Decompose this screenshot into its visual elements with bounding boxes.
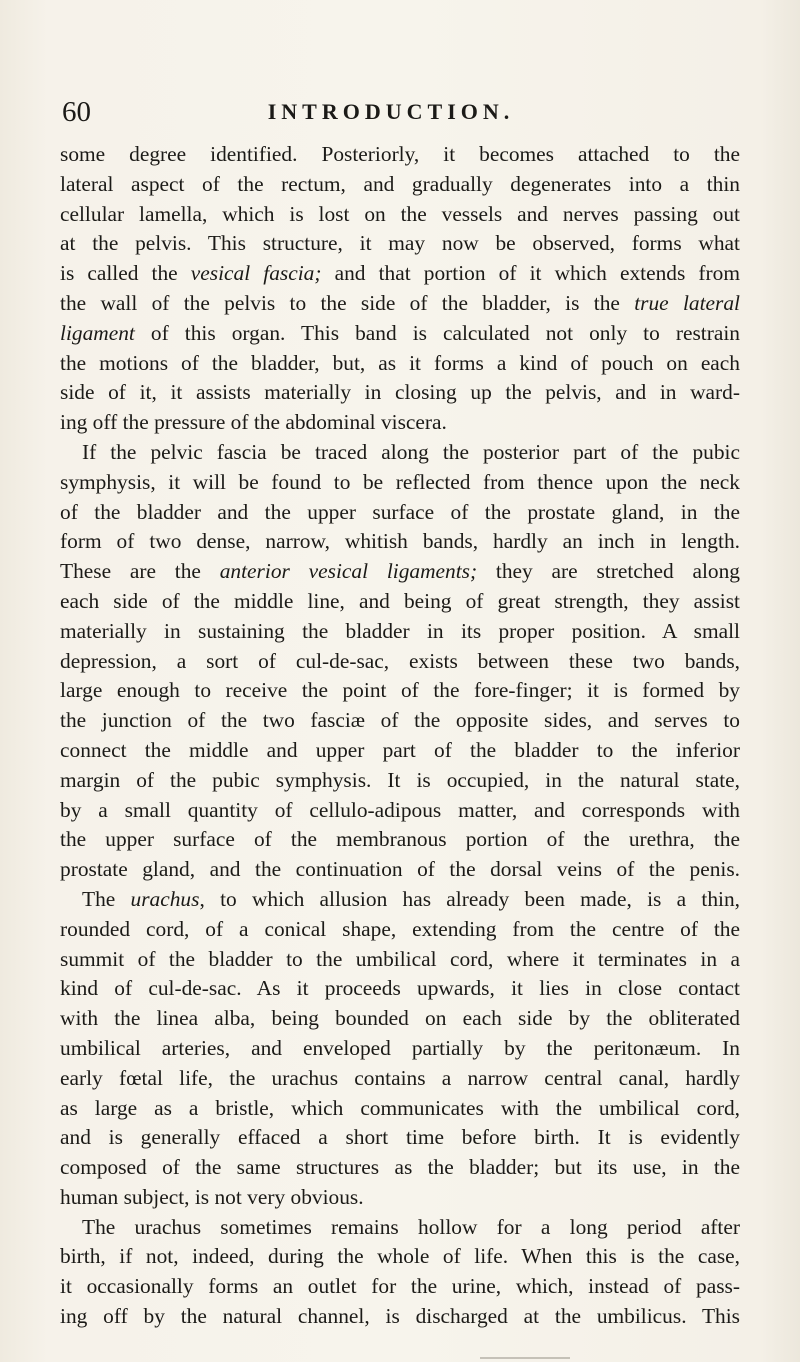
text-line: summit of the bladder to the umbilical cord, where it terminates in a xyxy=(60,946,740,971)
text-line: human subject, is not very obvious. xyxy=(60,1184,364,1209)
text-line: kind of cul-de-sac. As it proceeds upwards, it lies in close contact xyxy=(60,976,740,1001)
text-line: cellular lamella, which is lost on the vessels and nerves passing out xyxy=(60,201,740,226)
text-line: large enough to receive the point of the fore-finger; it is formed by xyxy=(60,678,740,703)
text-line: composed of the same structures as the bladder; but its use, in the xyxy=(60,1155,740,1180)
page-number: 60 xyxy=(62,96,91,128)
text-line: These are the anterior vesical ligaments; they are stretched along xyxy=(60,559,740,584)
text-line: by a small quantity of cellulo-adipous matter, and corresponds with xyxy=(60,797,740,822)
text-line: symphysis, it will be found to be reflected from thence upon the neck xyxy=(60,469,740,494)
page-header xyxy=(62,92,720,132)
text-line: If the pelvic fascia be traced along the posterior part of the pubic xyxy=(82,439,740,464)
body-text xyxy=(60,140,740,1332)
text-line: margin of the pubic symphysis. It is occupied, in the natural state, xyxy=(60,767,740,792)
running-head: INTRODUCTION. xyxy=(267,99,515,124)
text-line: materially in sustaining the bladder in its proper position. A small xyxy=(60,618,740,643)
bottom-edge-mark xyxy=(480,1357,570,1359)
text-line: the motions of the bladder, but, as it forms a kind of pouch on each xyxy=(60,350,740,375)
text-line: connect the middle and upper part of the bladder to the inferior xyxy=(60,737,740,762)
text-line: ligament of this organ. This band is calculated not only to restrain xyxy=(60,320,740,345)
text-line: as large as a bristle, which communicates with the umbilical cord, xyxy=(60,1095,740,1120)
text-line: each side of the middle line, and being of great strength, they assist xyxy=(60,588,740,613)
text-line: of the bladder and the upper surface of the prostate gland, in the xyxy=(60,499,740,524)
text-line: birth, if not, indeed, during the whole of life. When this is the case, xyxy=(60,1244,740,1269)
text-line: early fœtal life, the urachus contains a narrow central canal, hardly xyxy=(60,1065,740,1090)
text-line: some degree identified. Posteriorly, it becomes attached to the xyxy=(60,142,740,166)
text-line: at the pelvis. This structure, it may now be observed, forms what xyxy=(60,231,740,256)
text-line: side of it, it assists materially in closing up the pelvis, and in ward- xyxy=(60,380,740,405)
text-line: umbilical arteries, and enveloped partially by the peritonæum. In xyxy=(60,1035,740,1060)
text-line: ing off the pressure of the abdominal viscera. xyxy=(60,410,447,435)
text-line: form of two dense, narrow, whitish bands, hardly an inch in length. xyxy=(60,529,740,554)
text-line: prostate gland, and the continuation of the dorsal veins of the penis. xyxy=(60,857,740,882)
text-line: The urachus sometimes remains hollow for a long period after xyxy=(82,1214,740,1239)
text-line: rounded cord, of a conical shape, extending from the centre of the xyxy=(60,916,740,941)
text-line: and is generally effaced a short time before birth. It is evidently xyxy=(60,1125,740,1150)
text-line: with the linea alba, being bounded on each side by the obliterated xyxy=(60,1006,740,1031)
text-line: lateral aspect of the rectum, and gradually degenerates into a thin xyxy=(60,171,740,196)
text-line: The urachus, to which allusion has already been made, is a thin, xyxy=(82,886,741,911)
text-line: it occasionally forms an outlet for the urine, which, instead of pass- xyxy=(60,1274,740,1299)
text-line: is called the vesical fascia; and that portion of it which extends from xyxy=(60,261,740,286)
text-line: the wall of the pelvis to the side of the bladder, is the true lateral xyxy=(60,290,740,315)
text-line: the upper surface of the membranous portion of the urethra, the xyxy=(60,827,740,852)
text-line: the junction of the two fasciæ of the opposite sides, and serves to xyxy=(60,708,740,733)
text-line: ing off by the natural channel, is discharged at the umbilicus. This xyxy=(60,1304,740,1329)
text-line: depression, a sort of cul-de-sac, exists between these two bands, xyxy=(60,648,740,673)
